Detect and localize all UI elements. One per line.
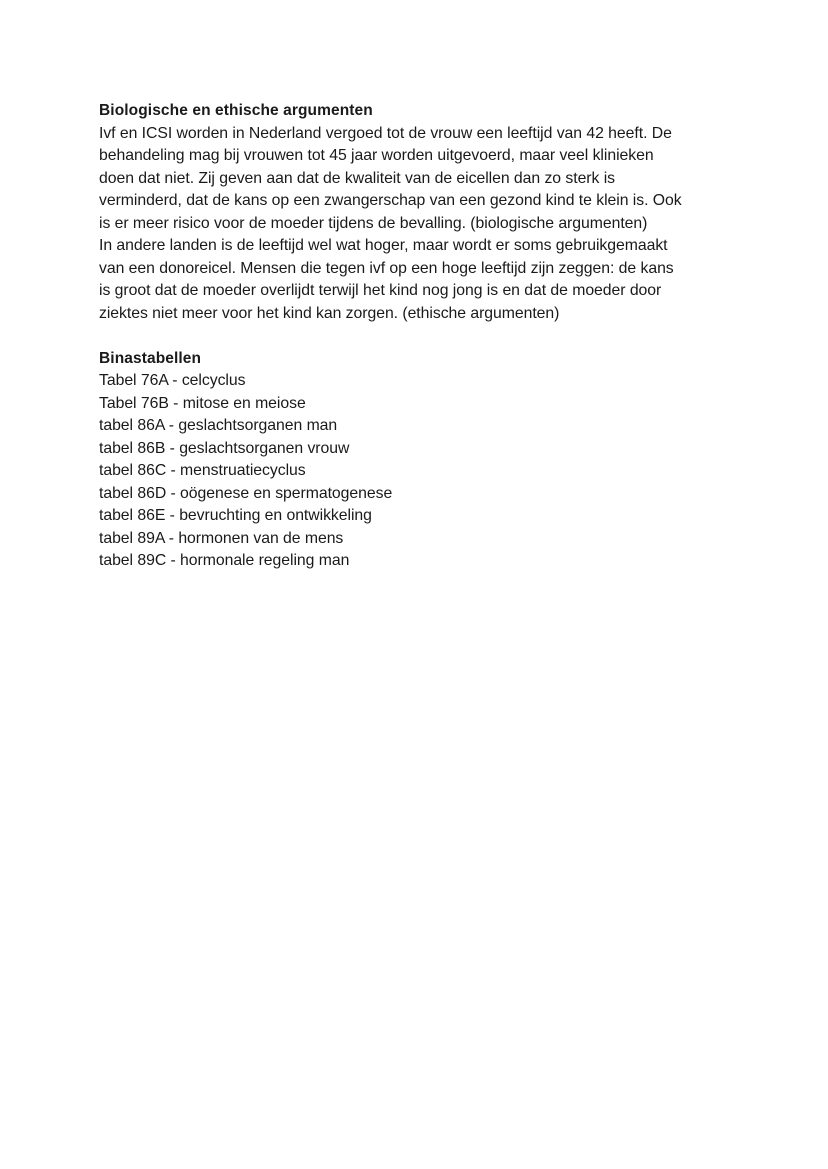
- list-item: tabel 89A - hormonen van de mens: [99, 529, 344, 547]
- list-item: tabel 89C - hormonale regeling man: [99, 552, 350, 569]
- list-item: Tabel 76A - celcyclus: [99, 372, 246, 389]
- list-item: tabel 86C - menstruatiecyclus: [99, 462, 306, 479]
- paragraph-line: is groot dat de moeder overlijdt terwijl het kind nog jong is en dat de moeder door: [99, 282, 662, 299]
- paragraph-biological-arguments: [99, 123, 724, 236]
- paragraph-line: behandeling mag bij vrouwen tot 45 jaar worden uitgevoerd, maar veel klinieken: [99, 147, 654, 164]
- paragraph-line: verminderd, dat de kans op een zwangerschap van een gezond kind te klein is. Ook: [99, 192, 682, 209]
- paragraph-ethical-arguments: [99, 235, 724, 325]
- paragraph-line: Ivf en ICSI worden in Nederland vergoed tot de vrouw een leeftijd van 42 heeft. De: [99, 124, 672, 142]
- list-item: tabel 86E - bevruchting en ontwikkeling: [99, 507, 372, 524]
- paragraph-line: is er meer risico voor de moeder tijdens de bevalling. (biologische argumenten): [99, 214, 648, 232]
- document-content: [99, 100, 724, 573]
- list-item: Tabel 76B - mitose en meiose: [99, 394, 306, 412]
- list-item: tabel 86D - oögenese en spermatogenese: [99, 484, 393, 502]
- section-heading-biological-ethical: Biologische en ethische argumenten: [99, 102, 373, 119]
- paragraph-line: doen dat niet. Zij geven aan dat de kwaliteit van de eicellen dan zo sterk is: [99, 169, 616, 187]
- paragraph-line: ziektes niet meer voor het kind kan zorgen. (ethische argumenten): [99, 304, 560, 322]
- section-spacer: [99, 325, 724, 348]
- paragraph-line: van een donoreicel. Mensen die tegen ivf op een hoge leeftijd zijn zeggen: de kans: [99, 259, 674, 277]
- paragraph-line: In andere landen is de leeftijd wel wat hoger, maar wordt er soms gebruikgemaakt: [99, 237, 668, 254]
- list-item: tabel 86B - geslachtsorganen vrouw: [99, 439, 350, 457]
- binastabellen-list: [99, 370, 724, 573]
- list-item: tabel 86A - geslachtsorganen man: [99, 417, 338, 434]
- section-heading-binastabellen: Binastabellen: [99, 349, 202, 367]
